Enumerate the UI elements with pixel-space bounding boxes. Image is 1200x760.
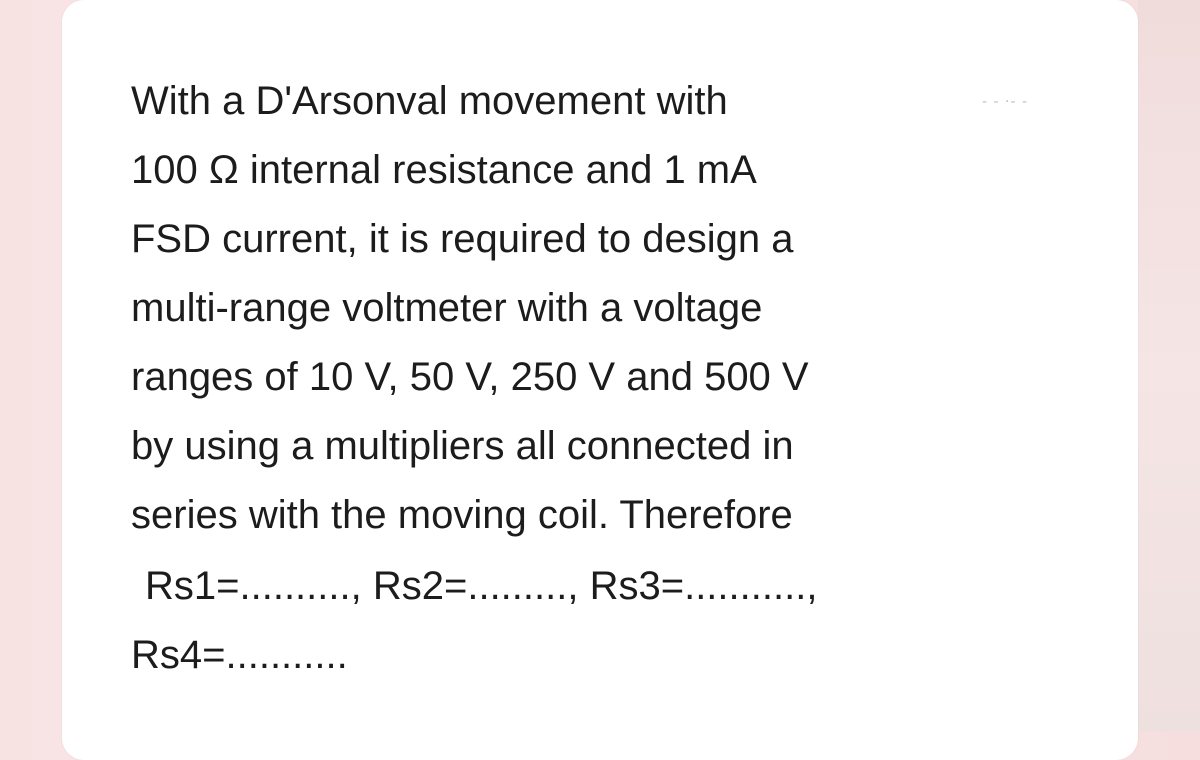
page-right-edge	[1138, 0, 1200, 732]
faint-mark: - - ·- -	[982, 94, 1029, 110]
question-line: by using a multipliers all connected in	[131, 424, 794, 468]
question-line: With a D'Arsonval movement with	[131, 79, 728, 123]
question-line: multi-range voltmeter with a voltage	[131, 286, 763, 330]
question-line: 100 Ω internal resistance and 1 mA	[131, 148, 757, 192]
question-line: ranges of 10 V, 50 V, 250 V and 500 V	[131, 355, 809, 399]
answer-row-1: Rs1=.........., Rs2=........., Rs3=...........,	[145, 564, 818, 608]
question-line: FSD current, it is required to design a	[131, 217, 794, 261]
answer-blanks	[131, 552, 931, 690]
whiteout-smudge	[930, 48, 1120, 138]
question-text	[131, 67, 931, 550]
question-line: series with the moving coil. Therefore	[131, 493, 793, 537]
answer-row-2: Rs4=...........	[131, 633, 348, 677]
